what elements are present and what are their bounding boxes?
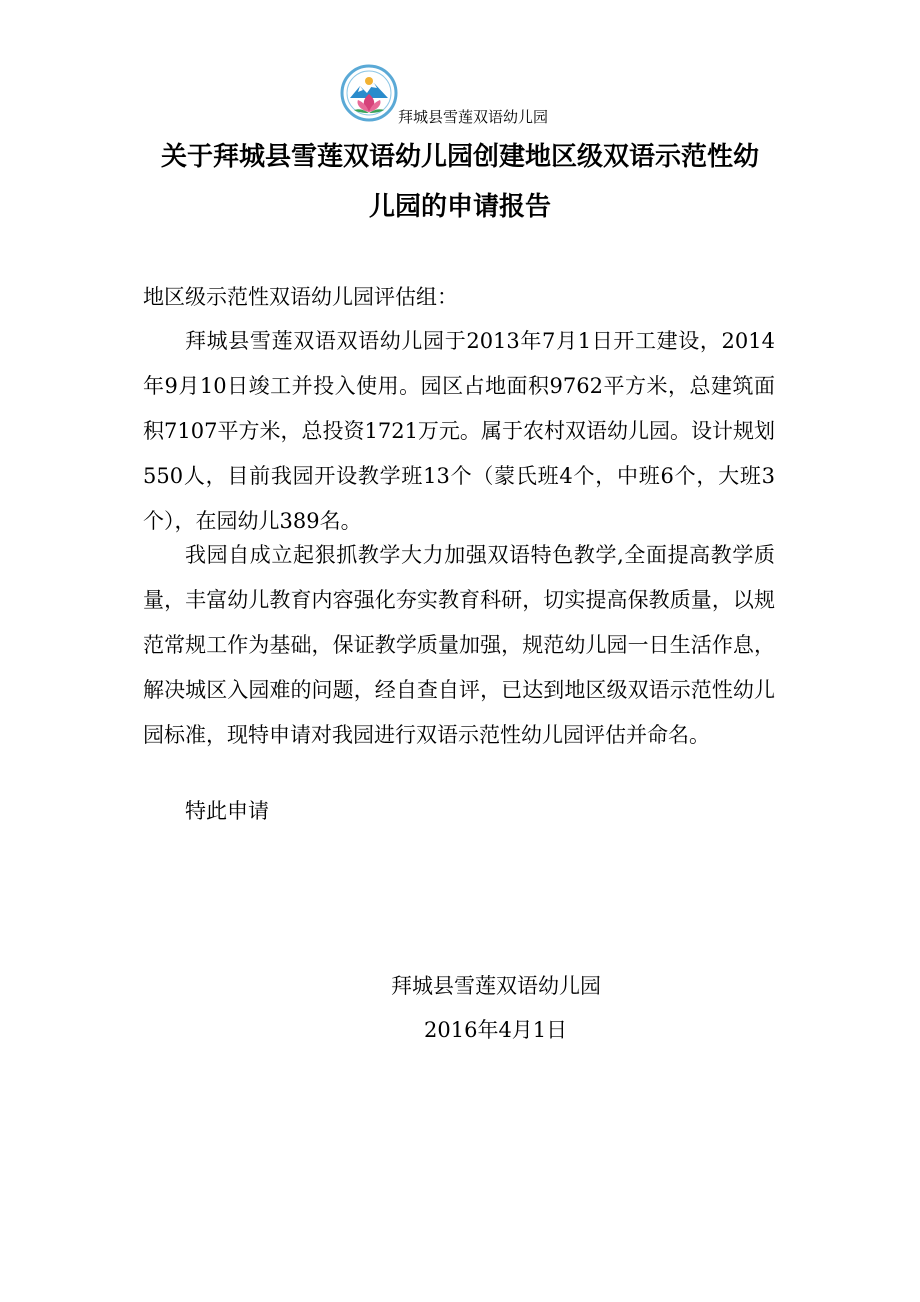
document-title-line-1: 关于拜城县雪莲双语幼儿园创建地区级双语示范性幼 bbox=[160, 142, 759, 172]
document-title-line-2: 儿园的申请报告 bbox=[368, 192, 551, 222]
paragraph-background: 拜城县雪莲双语双语幼儿园于2013年7月1日开工建设，2014年9月10日竣工并投入使用。园区占地面积9762平方米，总建筑面积7107平方米，总投资1721万元。属于农村双语幼儿园。设计规划550人，目前我园开设教学班13个（蒙氏班4个，中班6个，大班3个），在园幼儿389名。 bbox=[143, 329, 775, 533]
salutation: 地区级示范性双语幼儿园评估组： bbox=[143, 285, 458, 309]
lotus-mountain-logo-icon bbox=[340, 64, 398, 122]
signature-date: 2016年4月1日 bbox=[424, 1018, 568, 1042]
signature-organization: 拜城县雪莲双语幼儿园 bbox=[391, 974, 601, 998]
paragraph-achievements: 我园自成立起狠抓教学大力加强双语特色教学,全面提高教学质量，丰富幼儿教育内容强化夯实教育科研，切实提高保教质量，以规范常规工作为基础，保证教学质量加强，规范幼儿园一日生活作息，解决城区入园难的问题，经自查自评，已达到地区级双语示范性幼儿园标准，现特申请对我园进行双语示范性幼儿园评估并命名。 bbox=[143, 543, 775, 747]
header-school-name: 拜城县雪莲双语幼儿园 bbox=[398, 108, 549, 126]
closing-phrase: 特此申请 bbox=[185, 799, 269, 823]
